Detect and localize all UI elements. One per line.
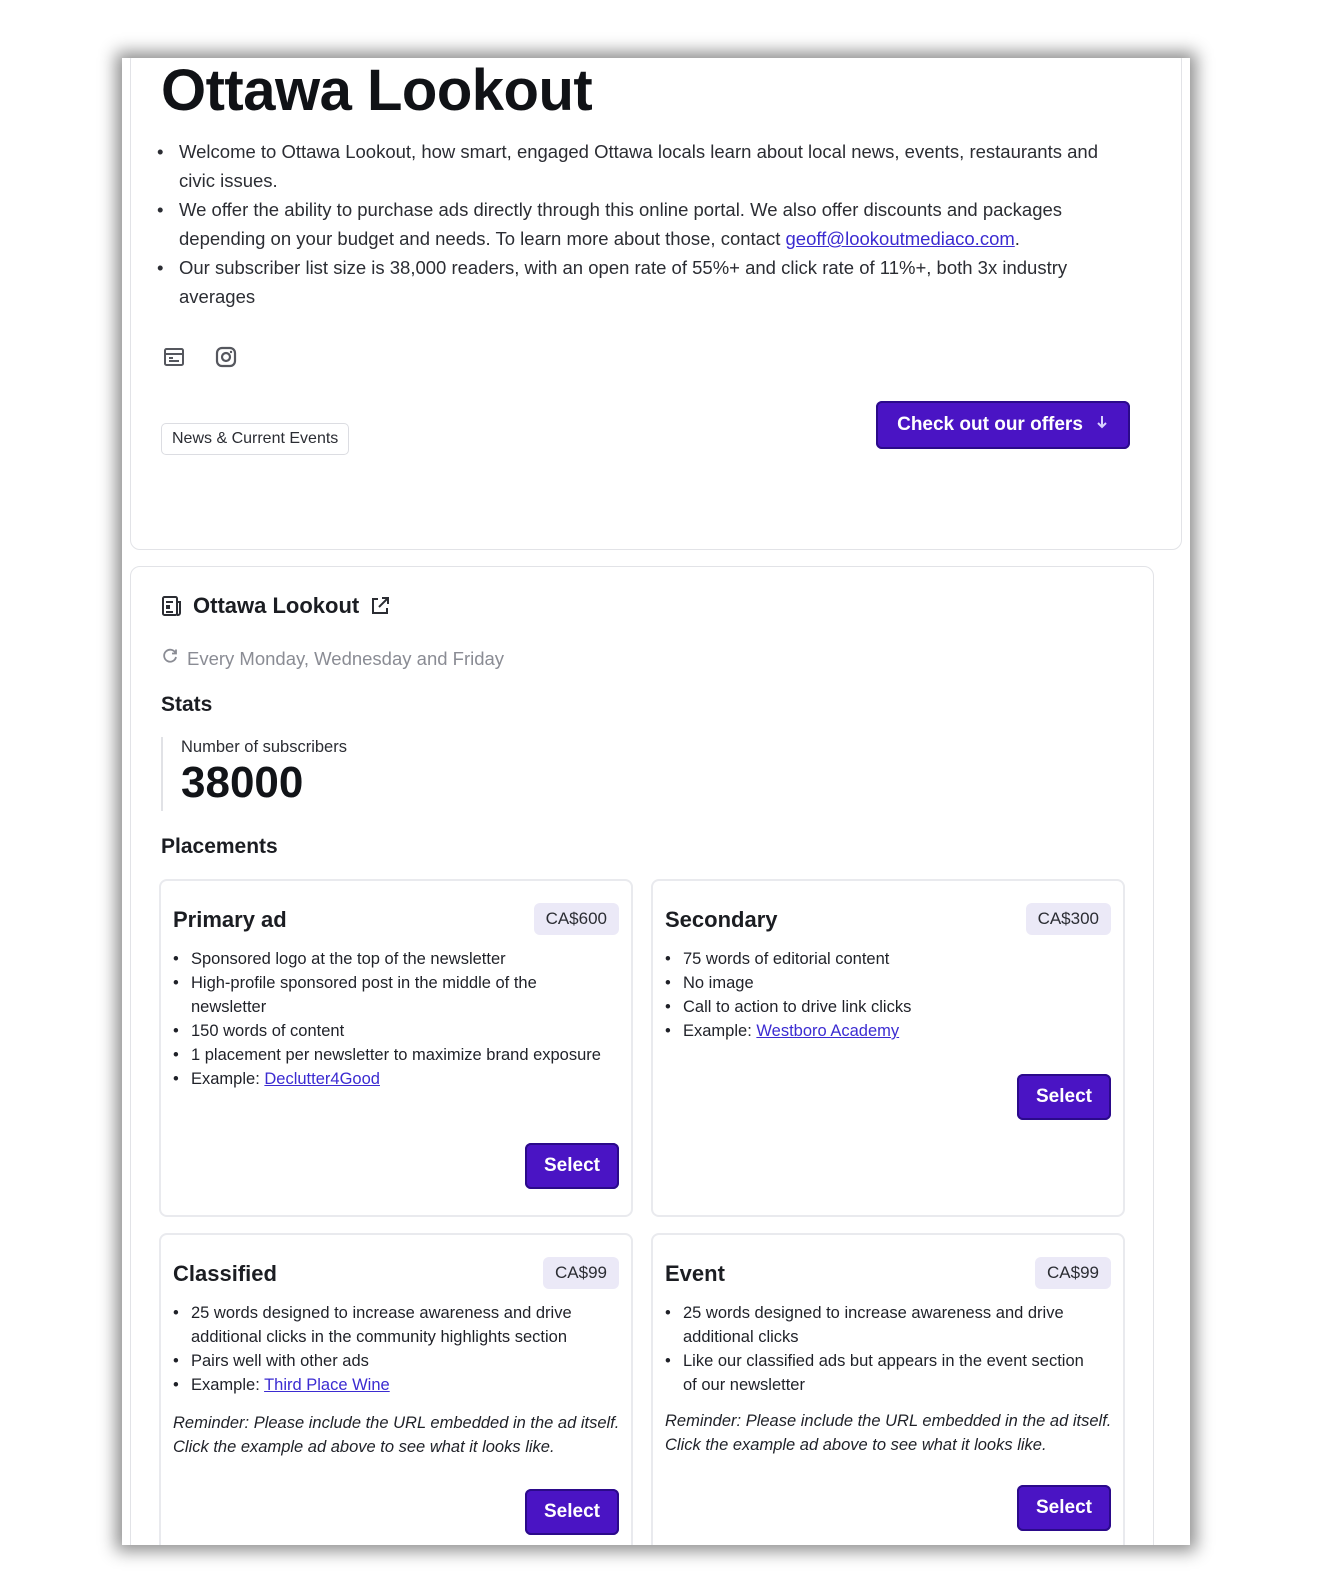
intro-bullet-suffix: . [1014, 228, 1020, 249]
feature-item: • Like our classified ads but appears in the event section of our newsletter [683, 1349, 1093, 1397]
instagram-icon[interactable] [215, 346, 237, 368]
refresh-icon [161, 647, 179, 670]
example-prefix: Example: [683, 1022, 757, 1040]
subscribers-value: 38000 [181, 758, 304, 807]
price-badge: CA$99 [1035, 1257, 1111, 1289]
example-prefix: Example: [191, 1070, 265, 1088]
feature-item: • Call to action to drive link clicks [683, 995, 1093, 1019]
feature-item: • 150 words of content [191, 1019, 601, 1043]
frequency-text: Every Monday, Wednesday and Friday [187, 647, 505, 669]
publication-details-card [130, 566, 1154, 1545]
feature-item [191, 1067, 601, 1091]
select-event-button[interactable]: Select [1017, 1485, 1111, 1531]
placement-features [683, 1301, 1093, 1397]
placements-heading: Placements [161, 835, 278, 858]
placement-features [683, 947, 1093, 1043]
placement-card-event [651, 1233, 1125, 1545]
contact-email-link[interactable]: geoff@lookoutmediaco.com [785, 228, 1015, 249]
placement-features [191, 1301, 601, 1397]
feature-item: • 25 words designed to increase awareness and drive additional clicks in the community highlights section [191, 1301, 601, 1349]
page-sheet [122, 58, 1190, 1545]
category-tag[interactable]: News & Current Events [161, 423, 349, 455]
publication-frequency [161, 647, 504, 670]
placement-title: Secondary [665, 907, 778, 932]
placement-card-classified [159, 1233, 633, 1545]
feature-item: • Pairs well with other ads [191, 1349, 601, 1373]
feature-item [191, 1373, 601, 1397]
intro-bullet: • Our subscriber list size is 38,000 readers, with an open rate of 55%+ and click rate of 11%+, both 3x industry averages [179, 253, 1109, 311]
price-badge: CA$300 [1026, 903, 1111, 935]
arrow-down-icon [1095, 414, 1109, 436]
newsletter-archive-icon[interactable] [163, 346, 185, 368]
price-badge: CA$600 [534, 903, 619, 935]
publication-name[interactable]: Ottawa Lookout [193, 593, 360, 618]
external-link-icon[interactable] [369, 595, 391, 617]
feature-item: • Sponsored logo at the top of the newsletter [191, 947, 601, 971]
newsletter-icon [161, 595, 183, 617]
select-secondary-button[interactable]: Select [1017, 1074, 1111, 1120]
feature-item: • 1 placement per newsletter to maximize brand exposure [191, 1043, 601, 1067]
placement-card-secondary [651, 879, 1125, 1217]
placement-features [191, 947, 601, 1091]
subscribers-stat [161, 737, 461, 811]
example-link[interactable]: Third Place Wine [264, 1376, 390, 1394]
subscribers-label: Number of subscribers [181, 738, 347, 756]
reminder-note: Reminder: Please include the URL embedded in the ad itself. Click the example ad above to see what it looks like. [173, 1414, 620, 1456]
social-links [163, 346, 237, 368]
cta-label: Check out our offers [897, 414, 1083, 435]
placement-title: Classified [173, 1261, 277, 1286]
feature-item: • High-profile sponsored post in the middle of the newsletter [191, 971, 601, 1019]
check-out-offers-button[interactable] [876, 401, 1130, 449]
feature-item: • 25 words designed to increase awareness and drive additional clicks [683, 1301, 1093, 1349]
feature-item: • 75 words of editorial content [683, 947, 1093, 971]
example-link[interactable]: Declutter4Good [264, 1070, 380, 1088]
page-title: Ottawa Lookout [161, 58, 593, 123]
publication-header [161, 593, 391, 619]
placement-card-primary-ad [159, 879, 633, 1217]
price-badge: CA$99 [543, 1257, 619, 1289]
select-primary-ad-button[interactable]: Select [525, 1143, 619, 1189]
newsletter-overview-card [130, 58, 1182, 550]
stats-heading: Stats [161, 693, 213, 716]
reminder-note: Reminder: Please include the URL embedded in the ad itself. Click the example ad above to see what it looks like. [665, 1412, 1112, 1454]
feature-item [683, 1019, 1093, 1043]
feature-item: • No image [683, 971, 1093, 995]
intro-bullet: • Welcome to Ottawa Lookout, how smart, engaged Ottawa locals learn about local news, events, restaurants and civic issues. [179, 137, 1109, 195]
intro-bullet [179, 195, 1109, 253]
placement-title: Event [665, 1261, 725, 1286]
select-classified-button[interactable]: Select [525, 1489, 619, 1535]
example-link[interactable]: Westboro Academy [756, 1022, 900, 1040]
placement-title: Primary ad [173, 907, 287, 932]
intro-bullet-text: We offer the ability to purchase ads directly through this online portal. We also offer discounts and packages depending on your budget and needs. To learn more about those, contact [179, 199, 1063, 249]
intro-bullet-list [179, 137, 1109, 311]
example-prefix: Example: [191, 1376, 265, 1394]
